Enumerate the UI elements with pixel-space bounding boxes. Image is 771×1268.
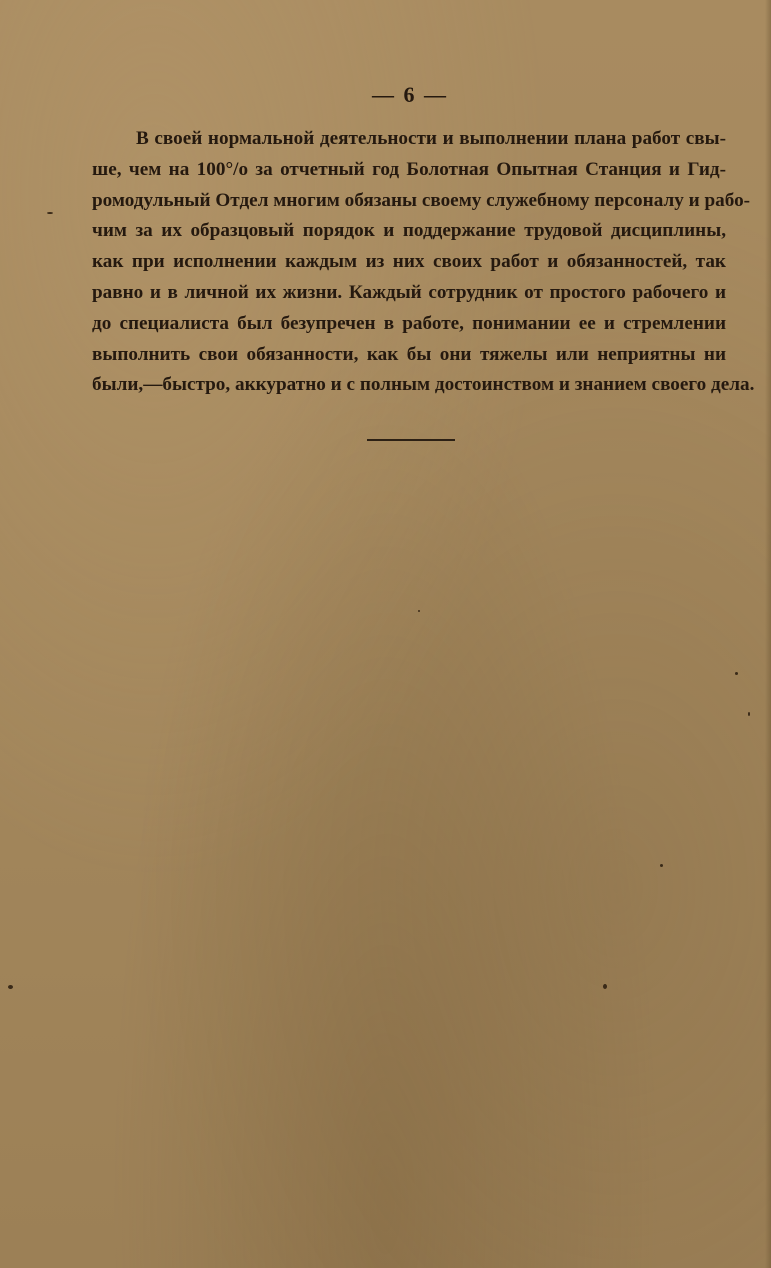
paper-speck: [735, 672, 738, 675]
page-edge-shadow: [765, 0, 771, 1268]
paragraph-line: ромодульный Отдел многим обязаны своему служебному персоналу и рабо-: [92, 189, 751, 211]
paragraph-line: В своей нормальной деятельности и выполнении плана работ свы-: [136, 128, 726, 149]
paragraph-line: до специалиста был безупречен в работе, понимании ее и стремлении: [92, 312, 726, 334]
paper-speck: [47, 212, 53, 214]
body-paragraph: [92, 124, 755, 401]
paragraph-line: чим за их образцовый порядок и поддержание трудовой дисциплины,: [92, 220, 726, 242]
paragraph-line: выполнить свои обязанности, как бы они тяжелы или неприятны ни: [92, 343, 726, 365]
page-number: — 6 —: [372, 82, 448, 107]
paragraph-line: ше, чем на 100°/о за отчетный год Болотная Опытная Станция и Гид-: [92, 158, 726, 180]
paragraph-line: равно и в личной их жизни. Каждый сотрудник от простого рабочего и: [92, 281, 726, 303]
paper-speck: [660, 864, 663, 867]
paragraph-line: были,—быстро, аккуратно и с полным достоинством и знанием своего дела.: [92, 374, 755, 396]
paragraph-line: как при исполнении каждым из них своих работ и обязанностей, так: [92, 251, 726, 273]
paper-speck: [603, 984, 607, 989]
section-divider-rule: [367, 439, 455, 441]
paper-speck: [418, 610, 420, 612]
paper-speck: [748, 712, 750, 716]
paper-speck: [8, 985, 13, 989]
